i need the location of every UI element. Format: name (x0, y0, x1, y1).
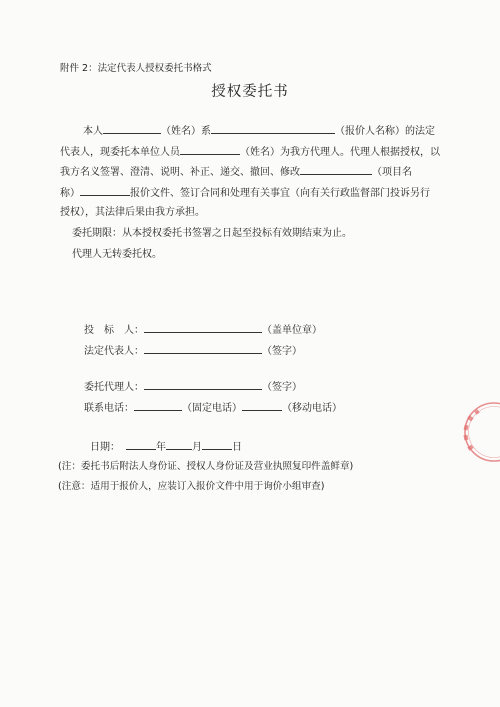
legal-rep-blank (144, 343, 262, 354)
legal-rep-note: （签字） (262, 346, 302, 357)
body-line-7: 代理人无转委托权。 (72, 249, 162, 260)
mobile-phone-note: （移动电话） (282, 403, 342, 414)
body-line-5: 授权），其法律后果由我方承担。 (60, 207, 205, 218)
text-acts: 我方名义签署、澄清、说明、补正、递交、撤回、修改 (60, 167, 300, 178)
text-agent: （姓名）为我方代理人。代理人根据授权，以 (240, 147, 440, 158)
phone-label: 联系电话： (84, 403, 134, 414)
text-project: （项目名 (372, 167, 412, 178)
attachment-label: 附件 2：法定代表人授权委托书格式 (60, 63, 212, 74)
text-legal-rep: 代表人，现委托本单位人员 (60, 147, 180, 158)
legal-rep-row (84, 343, 302, 358)
bidder-name-blank (211, 123, 335, 134)
text-quote-docs: 报价文件、签订合同和处理有关事宜（向有关行政监督部门投诉另行 (130, 188, 430, 199)
red-seal-stamp (460, 398, 500, 466)
body-line-4 (60, 185, 430, 200)
agent-label: 委托代理人： (84, 382, 144, 393)
text-called: 称） (60, 188, 80, 199)
text-name-is: （姓名）系 (161, 126, 211, 137)
note-1: (注：委托书后附法人身份证、授权人身份证及营业执照复印件盖鲜章) (58, 461, 354, 472)
body-line-1 (83, 123, 435, 138)
agent-name-blank (180, 144, 240, 155)
note-2: (注意：适用于报价人，应装订入报价文件中用于询价小组审查) (58, 481, 325, 492)
project-blank-2 (80, 185, 130, 196)
date-label: 日期： (90, 442, 120, 453)
body-line-3 (60, 164, 412, 179)
bidder-row (84, 322, 322, 337)
year-text: 年 (156, 442, 166, 453)
bidder-blank (144, 322, 262, 333)
agent-blank (144, 379, 262, 390)
body-line-2 (60, 144, 440, 159)
name-blank (103, 123, 161, 134)
bidder-note: （盖单位章） (262, 325, 322, 336)
day-blank (202, 439, 232, 450)
text-self: 本人 (83, 126, 103, 137)
project-name-blank (300, 164, 372, 175)
agent-note: （签字） (262, 382, 302, 393)
fixed-phone-blank (134, 400, 182, 411)
year-blank (126, 439, 156, 450)
date-row (90, 439, 242, 454)
phone-row (84, 400, 342, 415)
agent-row (84, 379, 302, 394)
bidder-label: 投 标 人： (84, 325, 144, 336)
page-title: 授权委托书 (211, 84, 289, 100)
text-bidder-name: （报价人名称）的法定 (335, 126, 435, 137)
mobile-phone-blank (242, 400, 282, 411)
month-text: 月 (192, 442, 202, 453)
day-text: 日 (232, 442, 242, 453)
fixed-phone-note: （固定电话） (182, 403, 242, 414)
legal-rep-label: 法定代表人： (84, 346, 144, 357)
month-blank (166, 439, 192, 450)
body-line-6: 委托期限：从本授权委托书签署之日起至投标有效期结束为止。 (72, 228, 352, 239)
